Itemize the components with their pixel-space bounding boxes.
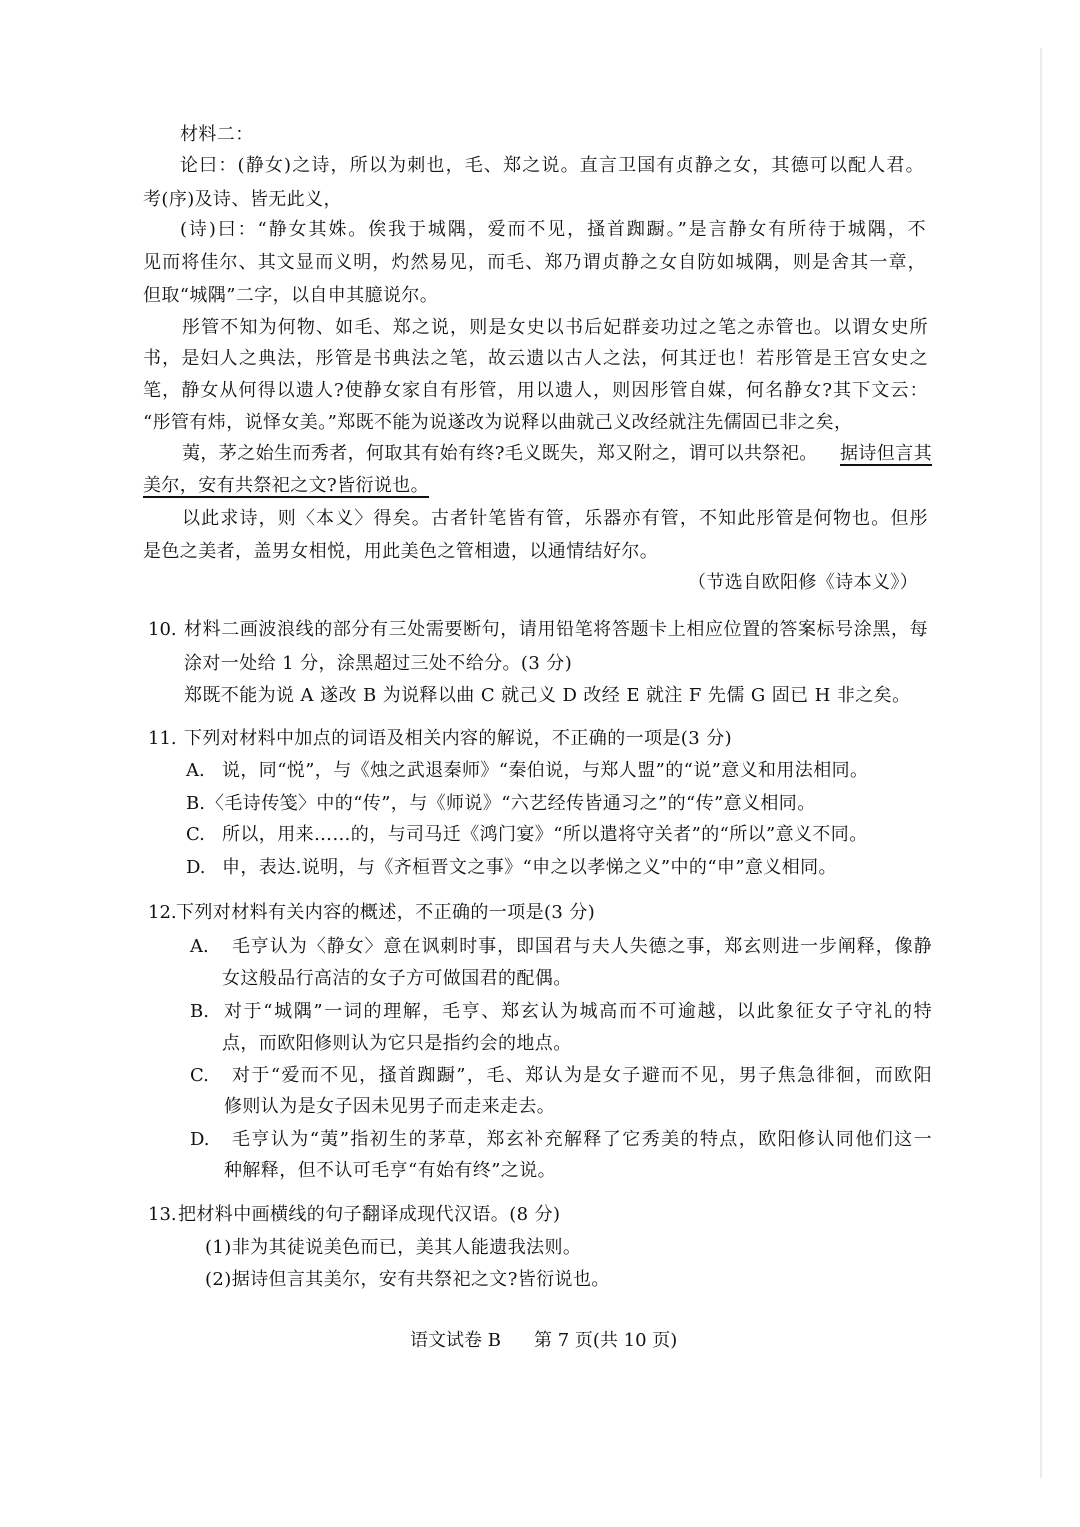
underlined-sentence: 美尔，安有共祭祀之文?皆衍说也。 [143, 475, 430, 496]
question-stem: 材料二画波浪线的部分有三处需要断句，请用铅笔将答题卡上相应位置的答案标号涂黑，每 [184, 619, 928, 640]
option-text: 毛亨认为“荑”指初生的茅草，郑玄补充解释了它秀美的特点，欧阳修认同他们这一 [232, 1129, 932, 1150]
question-stem: 涂对一处给 1 分，涂黑超过三处不给分。(3 分) [184, 653, 573, 674]
option-text: 点，而欧阳修则认为它只是指约会的地点。 [222, 1033, 572, 1054]
question-number: 11. [148, 728, 177, 749]
translation-item: (2)据诗但言其美尔，安有共祭祀之文?皆衍说也。 [205, 1269, 610, 1290]
material2-heading: 材料二： [180, 124, 254, 145]
option-label: D. [186, 857, 206, 878]
option-label: C. [186, 824, 205, 845]
question-stem: 下列对材料有关内容的概述，不正确的一项是(3 分) [176, 902, 596, 923]
option-text: 申，表达.说明，与《齐桓晋文之事》“申之以孝悌之义”中的“申”意义相同。 [222, 857, 837, 878]
option-label: D. [190, 1129, 210, 1150]
option-text: 〈毛诗传笺〉中的“传”，与《师说》“六艺经传皆通习之”的“传”意义相同。 [206, 793, 816, 814]
option-label: B. [186, 793, 205, 814]
option-label: A. [186, 760, 205, 781]
passage-line: 见而将佳尔、其文显而义明，灼然易见，而毛、郑乃谓贞静之女自防如城隅，则是舍其一章， [143, 252, 926, 273]
footer-page-number: 第 7 页(共 10 页) [534, 1330, 678, 1351]
option-text: 修则认为是女子因未见男子而走来走去。 [224, 1096, 556, 1117]
question-number: 12. [148, 902, 177, 923]
question-stem: 把材料中画横线的句子翻译成现代汉语。(8 分) [178, 1204, 561, 1225]
passage-line: (诗)曰：“静女其姝。俟我于城隅，爱而不见，搔首踟蹰。”是言静女有所待于城隅，不 [180, 219, 926, 240]
passage-line: 但取“城隅”二字，以自申其臆说尔。 [143, 285, 439, 306]
passage-line: 是色之美者，盖男女相悦，用此美色之管相遗，以通情结好尔。 [143, 541, 659, 562]
passage-line: 笔，静女从何得以遗人?使静女家自有彤管，用以遗人，则因彤管自媒，何名静女?其下文云： [143, 380, 928, 401]
option-text: 说，同“悦”，与《烛之武退秦师》“秦伯说，与郑人盟”的“说”意义和用法相同。 [222, 760, 869, 781]
page-edge-divider [1040, 48, 1042, 1478]
question-stem: 下列对材料中加点的词语及相关内容的解说，不正确的一项是(3 分) [184, 728, 733, 749]
passage-line: 书，是妇人之典法，彤管是书典法之笔，故云遗以古人之法，何其迂也！若彤管是王宫女史之 [143, 348, 928, 369]
passage-line [182, 442, 932, 466]
passage-text: 荑，茅之始生而秀者，何取其有始有终?毛义既失，郑又附之，谓可以共祭祀。 [182, 443, 818, 464]
passage-source: （节选自欧阳修《诗本义》） [688, 572, 919, 593]
question-stem: 郑既不能为说 A 遂改 B 为说释以曲 C 就己义 D 改经 E 就注 F 先儒 G 固已 H 非之矣。 [184, 685, 911, 706]
option-text: 所以，用来……的，与司马迁《鸿门宴》“所以遣将守关者”的“所以”意义不同。 [222, 824, 868, 845]
option-text: 毛亨认为〈静女〉意在讽刺时事，即国君与夫人失德之事，郑玄则进一步阐释，像静 [232, 936, 932, 957]
passage-line: 彤管不知为何物、如毛、郑之说，则是女史以书后妃群妾功过之笔之赤管也。以谓女史所 [182, 317, 928, 338]
question-number: 13. [148, 1204, 177, 1225]
option-label: B. [190, 1001, 209, 1022]
option-label: C. [190, 1065, 209, 1086]
option-text: 女这般品行高洁的女子方可做国君的配偶。 [222, 968, 572, 989]
option-text: 种解释，但不认可毛亨“有始有终”之说。 [224, 1160, 557, 1181]
underlined-sentence: 据诗但言其 [840, 443, 932, 464]
footer-paper-name: 语文试卷 B [410, 1330, 501, 1351]
question-number: 10. [148, 619, 177, 640]
passage-line: 以此求诗，则〈本义〉得矣。古者针笔皆有管，乐器亦有管，不知此彤管是何物也。但彤 [182, 508, 928, 529]
translation-item: (1)非为其徒说美色而已，美其人能遗我法则。 [205, 1237, 582, 1258]
option-label: A. [190, 936, 209, 957]
passage-line: 论曰：(静女)之诗，所以为刺也，毛、郑之说。直言卫国有贞静之女，其德可以配人君。 [180, 155, 924, 176]
passage-line: 考(序)及诗、皆无此义， [143, 189, 342, 210]
passage-line: “彤管有炜，说怿女美。”郑既不能为说遂改为说释以曲就己义改经就注先儒固已非之矣， [143, 412, 853, 433]
option-text: 对于“城隅”一词的理解，毛亨、郑玄认为城高而不可逾越，以此象征女子守礼的特 [224, 1001, 932, 1022]
option-text: 对于“爱而不见，搔首踟蹰”，毛、郑认为是女子避而不见，男子焦急徘徊，而欧阳 [232, 1065, 932, 1086]
